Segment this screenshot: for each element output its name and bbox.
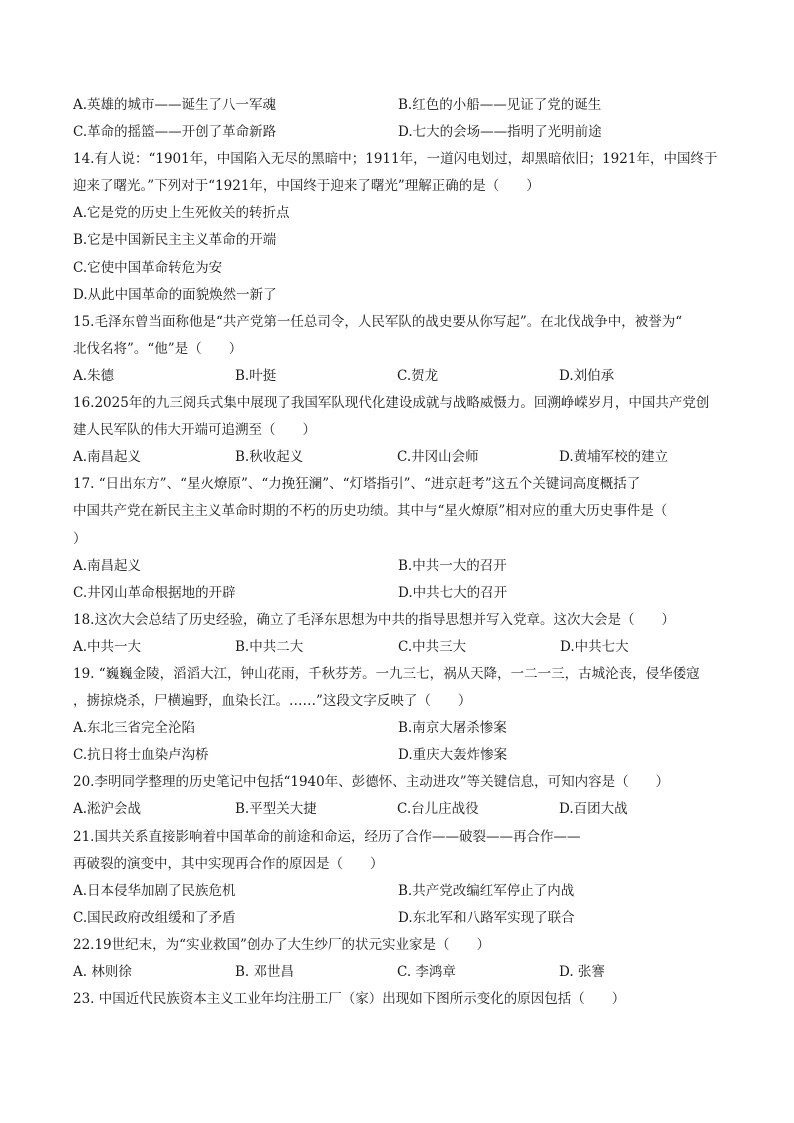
q19-option-c[interactable]: C.抗日将士血染卢沟桥: [73, 747, 209, 764]
q16-options-row: [73, 444, 723, 471]
q19-stem-line-2: ，掳掠烧杀，尸横遍野，血染长江。……”这段文字反映了（ ）: [73, 693, 472, 710]
q17-stem-line-3: ）: [73, 530, 87, 547]
q22-option-d[interactable]: D. 张謇: [559, 964, 605, 980]
q20-options-row: [73, 796, 723, 823]
q16-option-b[interactable]: B.秋收起义: [235, 449, 304, 466]
q14-option-b[interactable]: B.它是中国新民主主义革命的开端: [73, 232, 277, 249]
q18-option-c[interactable]: C.中共三大: [398, 638, 467, 655]
q13-option-d[interactable]: D.七大的会场——指明了光明前途: [398, 124, 602, 141]
q17-stem-line-2: 中国共产党在新民主主义革命时期的不朽的历史功绩。其中与“星火燎原”相对应的重大历史事件是（: [73, 503, 668, 520]
q18-stem-line-1: 18.这次大会总结了历史经验，确立了毛泽东思想为中共的指导思想并写入党章。这次大会是（ ）: [73, 611, 675, 628]
q13-options-row-1: [73, 92, 723, 119]
q15-option-d[interactable]: D.刘伯承: [559, 367, 615, 384]
q22-options-row: [73, 959, 723, 986]
q16-option-d[interactable]: D.黄埔军校的建立: [559, 449, 669, 466]
q22-option-c[interactable]: C. 李鸿章: [397, 964, 456, 980]
q21-options-row-1: [73, 878, 723, 905]
q15-stem-line-1: 15.毛泽东曾当面称他是“共产党第一任总司令，人民军队的战史要从你写起”。在北伐战争中，被誉为“: [73, 313, 683, 330]
q21-option-b[interactable]: B.共产党改编红军停止了内战: [398, 882, 575, 899]
q17-option-c[interactable]: C.井冈山革命根据地的开辟: [73, 584, 236, 601]
q20-option-b[interactable]: B.平型关大捷: [235, 801, 317, 818]
q14-option-d[interactable]: D.从此中国革命的面貌焕然一新了: [73, 286, 277, 303]
q13-option-c[interactable]: C.革命的摇篮——开创了革命新路: [73, 124, 277, 141]
q20-option-d[interactable]: D.百团大战: [559, 801, 628, 818]
q14-stem-line-2: 迎来了曙光。”下列对于“1921年，中国终于迎来了曙光”理解正确的是（ ）: [73, 178, 540, 195]
q17-stem-line-1: 17. “日出东方”、“星火燎原”、“力挽狂澜”、“灯塔指引”、“进京赶考”这五个关键词高度概括了: [73, 476, 641, 493]
q23-stem-line-1: 23. 中国近代民族资本主义工业年均注册工厂（家）出现如下图所示变化的原因包括（ ）: [73, 991, 626, 1008]
q19-option-a[interactable]: A.东北三省完全沦陷: [73, 720, 196, 737]
q16-option-a[interactable]: A.南昌起义: [73, 449, 142, 466]
q21-stem-line-2: 再破裂的演变中，其中实现再合作的原因是（ ）: [73, 855, 384, 872]
q21-option-a[interactable]: A.日本侵华加剧了民族危机: [73, 882, 236, 899]
q20-stem-line-1: 20.李明同学整理的历史笔记中包括“1940年、彭德怀、主动进攻”等关键信息，可知内容是（ ）: [73, 774, 670, 791]
q21-stem-line-1: 21.国共关系直接影响着中国革命的前途和命运，经历了合作——破裂——再合作——: [73, 828, 581, 845]
q20-option-a[interactable]: A.淞沪会战: [73, 801, 142, 818]
q17-options-row-2: [73, 580, 723, 607]
q21-option-c[interactable]: C.国民政府改组缓和了矛盾: [73, 909, 236, 926]
q18-options-row: [73, 634, 723, 661]
q19-option-b[interactable]: B.南京大屠杀惨案: [398, 720, 507, 737]
q14-option-c[interactable]: C.它使中国革命转危为安: [73, 259, 223, 276]
q13-option-a[interactable]: A.英雄的城市——诞生了八一军魂: [73, 97, 277, 113]
q22-option-a[interactable]: A. 林则徐: [73, 964, 132, 980]
q15-stem-line-2: 北伐名将”。“他”是（ ）: [73, 340, 243, 357]
q13-option-b[interactable]: B.红色的小船——见证了党的诞生: [398, 97, 602, 113]
q15-option-a[interactable]: A.朱德: [73, 367, 115, 384]
exam-page: [73, 92, 723, 1013]
q15-option-c[interactable]: C.贺龙: [397, 367, 439, 384]
q19-options-row-1: [73, 715, 723, 742]
q16-stem-line-1: 16.2025年的九三阅兵式集中展现了我国军队现代化建设成就与战略威慑力。回溯峥嵘岁月，中国共产党创: [73, 395, 710, 412]
q19-options-row-2: [73, 742, 723, 769]
q22-stem-line-1: 22.19世纪末，为“实业救国”创办了大生纱厂的状元实业家是（ ）: [73, 936, 490, 953]
q21-options-row-2: [73, 905, 723, 932]
q16-option-c[interactable]: C.井冈山会师: [397, 449, 479, 466]
q19-option-d[interactable]: D.重庆大轰炸惨案: [398, 747, 508, 764]
q19-stem-line-1: 19. “巍巍金陵，滔滔大江，钟山花雨，千秋芬芳。一九三七，祸从天降，一二一三，古城沦丧，侵华倭寇: [73, 665, 700, 682]
q21-option-d[interactable]: D.东北军和八路军实现了联合: [398, 909, 575, 926]
q17-option-d[interactable]: D.中共七大的召开: [398, 584, 508, 601]
q15-options-row: [73, 363, 723, 390]
q20-option-c[interactable]: C.台儿庄战役: [397, 801, 479, 818]
q15-option-b[interactable]: B.叶挺: [235, 367, 277, 384]
q17-option-b[interactable]: B.中共一大的召开: [398, 557, 507, 574]
q17-options-row-1: [73, 553, 723, 580]
q22-option-b[interactable]: B. 邓世昌: [235, 964, 295, 980]
q14-stem-line-1: 14.有人说：“1901年，中国陷入无尽的黑暗中；1911年，一道闪电划过，却黑暗依旧；1921年，中国终于: [73, 151, 718, 168]
q18-option-b[interactable]: B.中共二大: [235, 638, 304, 655]
q18-option-d[interactable]: D.中共七大: [560, 638, 629, 655]
q17-option-a[interactable]: A.南昌起义: [73, 557, 142, 574]
q14-option-a[interactable]: A.它是党的历史上生死攸关的转折点: [73, 205, 290, 222]
q16-stem-line-2: 建人民军队的伟大开端可追溯至（ ）: [73, 422, 316, 439]
q13-options-row-2: [73, 119, 723, 146]
q18-option-a[interactable]: A.中共一大: [73, 638, 142, 655]
